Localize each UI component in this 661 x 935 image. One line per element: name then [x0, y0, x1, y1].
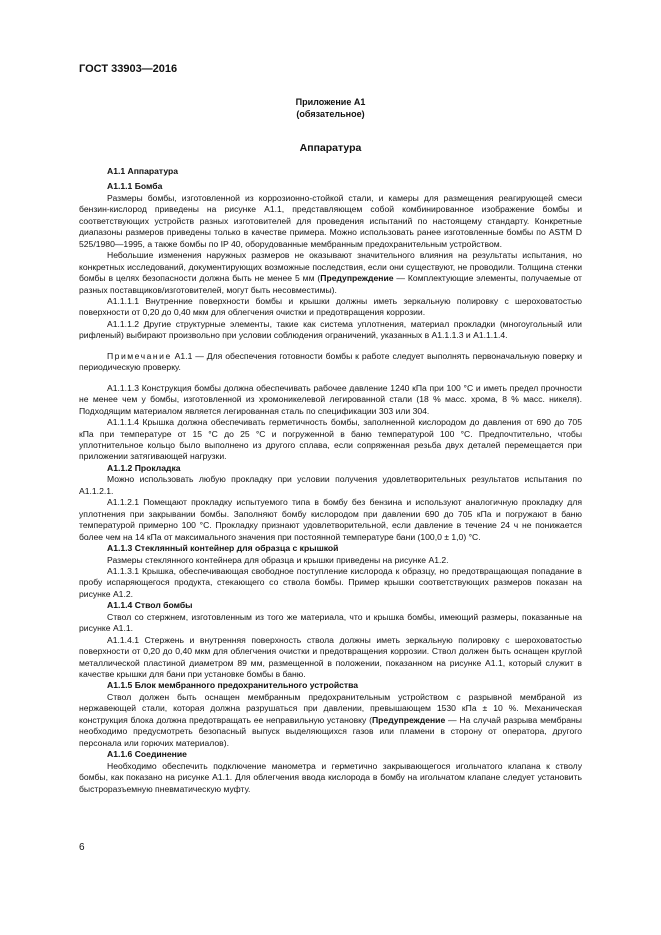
note-text: А1.1 — Для обеспечения готовности бомбы к работе следует выполнять первоначальную поверку и периодическую проверку.: [79, 350, 582, 373]
paragraph-a1-1-6: Необходимо обеспечить подключение манометра и герметично закрывающегося игольчатого клапана к стволу бомбы, как показано на рисунке А1.1. Для облегчения ввода кислорода в бомбу на игольчатом клапане следует установить быстроразъемную пневматическую муфту.: [79, 760, 582, 794]
heading-a1-1-2: А1.1.2 Прокладка: [107, 462, 181, 473]
warning-label: Предупреждение: [372, 714, 446, 725]
standard-header: ГОСТ 33903—2016: [79, 63, 178, 75]
paragraph-a1-1-1-1: А1.1.1.1 Внутренние поверхности бомбы и крышки должны иметь зеркальную полировку с шероховатостью поверхности от 0,20 до 0,40 мкм для облегчения очистки и предотвращения коррозии.: [79, 295, 582, 318]
paragraph-text: Ствол должен быть оснащен мембранным предохранительным устройством с разрывной мембраной из нержавеющей стали, которая должна разрушаться при давлении, превышающем 1530 кПа ± 10 %. Механическая конструкция блока должна предотвращать ее неправильную установку (: [79, 691, 582, 725]
page-number: 6: [79, 842, 85, 853]
paragraph-wall-thickness: [79, 250, 582, 296]
section-title: Аппаратура: [299, 142, 362, 154]
note-a1-1: [79, 351, 582, 374]
paragraph-a1-1-4: Ствол со стержнем, изготовленным из того же материала, что и крышка бомбы, имеющий размеры, показанные на рисунке А1.1.: [79, 611, 582, 634]
appendix-title: Приложение А1: [295, 97, 366, 107]
paragraph-text: — Комплектующие элементы, получаемые от разных поставщиков/изготовителей, могут быть несовместимы).: [79, 273, 582, 295]
appendix-status: (обязательное): [296, 109, 365, 119]
heading-a1-1-4: А1.1.4 Ствол бомбы: [107, 600, 193, 611]
paragraph-a1-1-4-1: А1.1.4.1 Стержень и внутренняя поверхность ствола должны иметь зеркальную полировку с шероховатостью поверхности от 0,20 до 0,40 мкм для облегчения очистки и предотвращения коррозии. Ствол должен быть оснащен круглой металлической пластиной диаметром 89 мм, размещенной в положении, показанном на рисунке А1.1, который служит в качестве крышки для бани при установке бомбы в баню.: [79, 634, 582, 680]
heading-a1-1-1: А1.1.1 Бомба: [107, 181, 163, 192]
heading-a1-1-5: А1.1.5 Блок мембранного предохранительного устройства: [107, 680, 359, 691]
heading-a1-1-3: А1.1.3 Стеклянный контейнер для образца с крышкой: [107, 543, 339, 554]
paragraph-a1-1-3-1: А1.1.3.1 Крышка, обеспечивающая свободное поступление кислорода к образцу, но предотвращающая попадание в пробу испаряющегося продукта, стекающего со ствола бомбы. Пример крышки соответствующих размеров показан на рисунке А1.2.: [79, 565, 582, 599]
document-body: [79, 166, 582, 795]
paragraph-a1-1-3: Размеры стеклянного контейнера для образца и крышки приведены на рисунке А1.2.: [107, 554, 449, 565]
paragraph-a1-1-1-4: А1.1.1.4 Крышка должна обеспечивать герметичность бомбы, заполненной кислородом до давления от 690 до 705 кПа при температуре от 15 °С до 25 °С и погруженной в баню температурой 100 °С. Предпочтительно, чтобы уплотнительное кольцо было выполнено из другого сплава, если сопряженная резьба двух деталей перемещается при приложении затягивающей нагрузки.: [79, 417, 582, 462]
paragraph-text: Небольшие изменения наружных размеров не оказывают значительного влияния на результаты испытания, но конкретных исследований, документирующих возможные последствия, если они существуют, не проводили. Толщина стенки бомбы в целях безопасности должна быть не менее 5 мм (: [79, 250, 582, 284]
note-label: Примечание: [107, 350, 172, 361]
paragraph-text: — На случай разрыва мембраны необходимо предусмотреть безопасный выпуск выделяющихся газов или пламени в сторону от оператора, другого персонала или горючих материалов).: [79, 714, 582, 748]
paragraph-a1-1-1-2: А1.1.1.2 Другие структурные элементы, такие как система уплотнения, материал прокладки (многоугольный или рифленый) выбирают произвольно при условии соблюдения ограничений, указанных в А1.1.1.3 и А1.1.1.4.: [79, 318, 582, 341]
paragraph-a1-1-1-3: А1.1.1.3 Конструкция бомбы должна обеспечивать рабочее давление 1240 кПа при 100 °С и иметь предел прочности не менее чем у бомбы, изготовленной из хромоникелевой легированной стали (18 % масс. хрома, 8 % масс. никеля). Подходящим материалом является легированная сталь по спецификации 303 или 304.: [79, 382, 582, 416]
paragraph-a1-1-5: [79, 692, 582, 749]
paragraph-a1-1-2-1: А1.1.2.1 Помещают прокладку испытуемого типа в бомбу без бензина и используют аналогичную прокладку для уплотнения при закрывании бомбы. Заполняют бомбу кислородом при давлении 690 до 705 кПа и погружают в баню температурой примерно 100 °С. Прокладку признают удовлетворительной, если давление в течение 24 ч не понижается более чем на 14 кПа от максимального значения при постоянной температуре бани (100,0 ± 1,0) °С.: [79, 497, 582, 542]
heading-a1-1-6: А1.1.6 Соединение: [107, 749, 187, 760]
warning-label: Предупреждение: [320, 273, 394, 284]
heading-a1-1: А1.1 Аппаратура: [107, 166, 179, 176]
paragraph-a1-1-2: Можно использовать любую прокладку при условии получения удовлетворительных результатов испытания по А1.1.2.1.: [79, 474, 582, 496]
paragraph-bomb-dimensions: Размеры бомбы, изготовленной из коррозионно-стойкой стали, и камеры для размещения реагирующей смеси бензин-кислород приведены на рисунке А1.1, представляющем собой комбинированное изображение бомбы и соответствующих устройств разных изготовителей для проведения испытаний по настоящему стандарту. Конкретные диапазоны размеров приведены только в качестве примера. Можно использовать ранее изготовленные бомбы по ASTM D 525/1980—1995, а также бомбы по IP 40, оборудованные мембранным предохранительным устройством.: [79, 192, 582, 249]
